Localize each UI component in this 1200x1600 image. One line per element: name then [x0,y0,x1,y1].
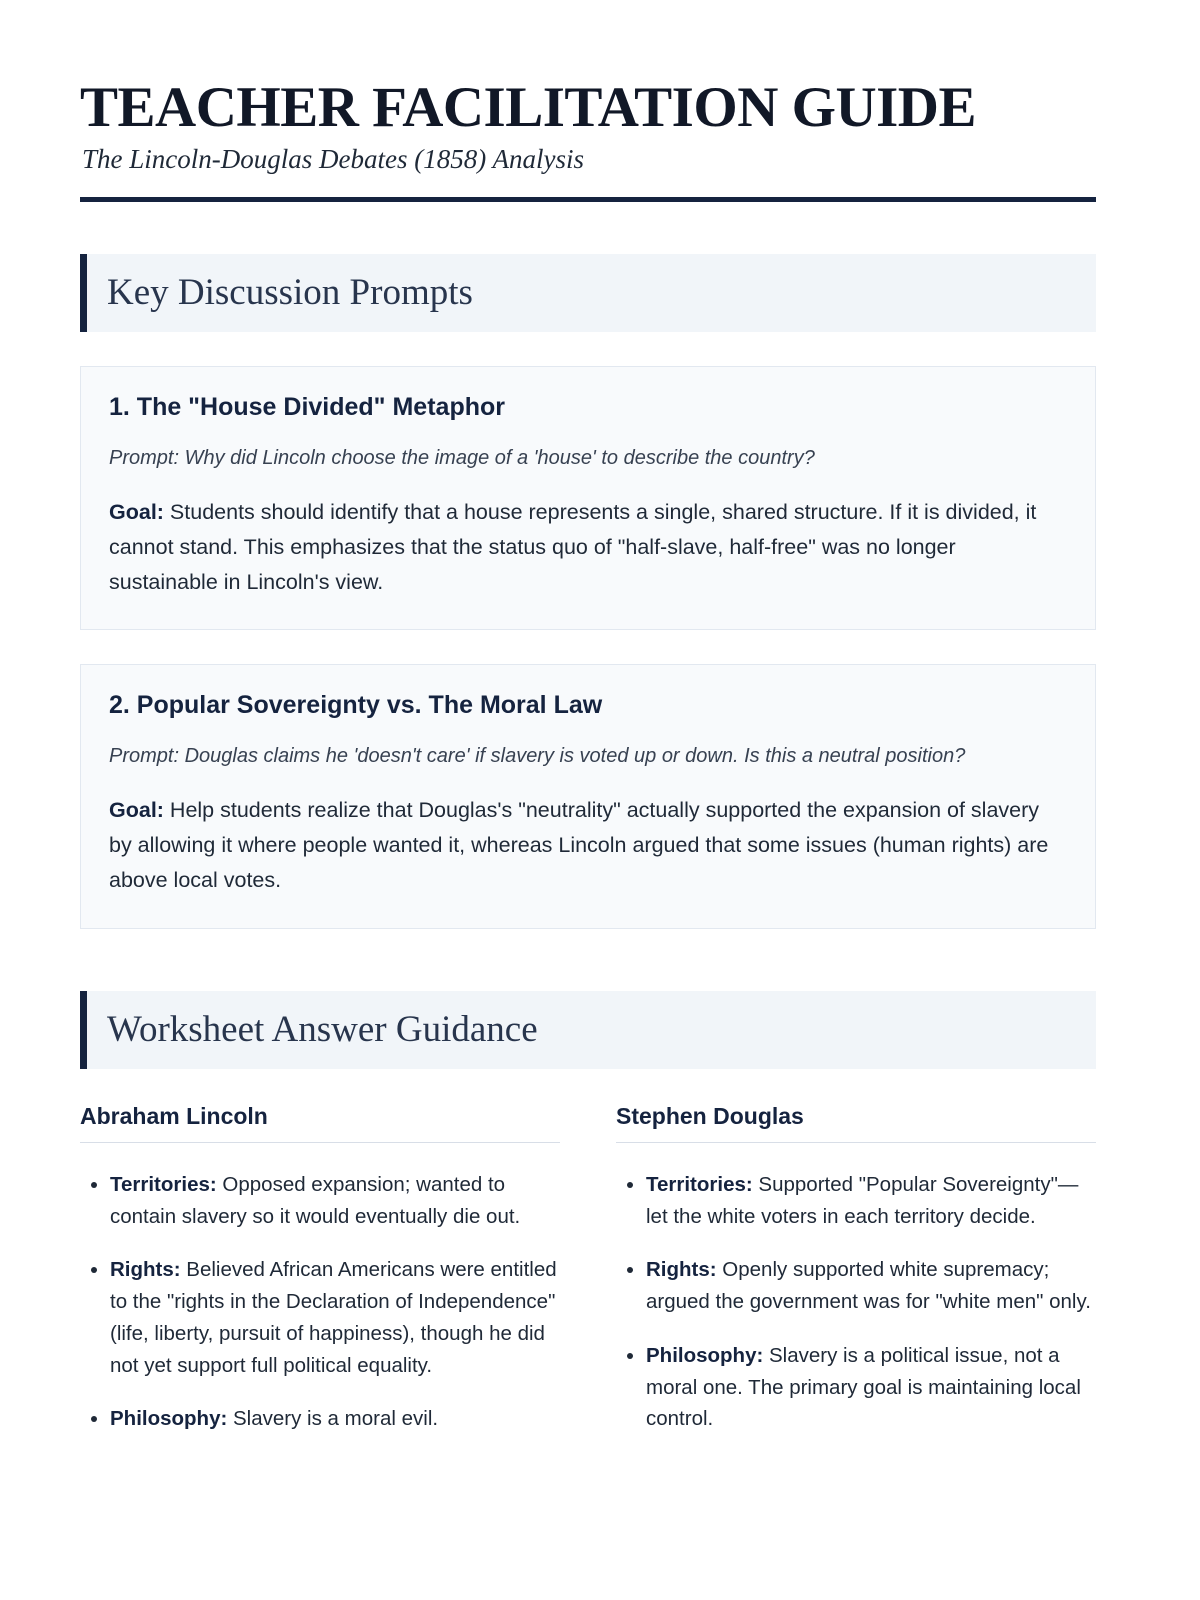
point-label: Philosophy: [110,1407,228,1431]
section-spacer [80,963,1096,991]
section-title: Worksheet Answer Guidance [107,1009,538,1051]
section-title: Key Discussion Prompts [107,272,473,314]
column-douglas [616,1103,1096,1457]
prompt-goal [109,793,1067,897]
list-item [110,1254,560,1381]
point-text: Slavery is a political issue, not a moral one. The primary goal is maintaining local control. [646,1343,1081,1431]
column-divider [80,1142,560,1143]
point-label: Philosophy: [646,1343,764,1367]
prompt-heading: 1. The "House Divided" Metaphor [109,392,505,421]
column-heading: Stephen Douglas [616,1102,804,1129]
goal-text: Students should identify that a house represents a single, shared structure. If it is divided, it cannot stand. This emphasizes that the status quo of "half-slave, half-free" was no longer sustainable in Lincoln's view. [109,499,1037,594]
header-divider [80,197,1096,202]
prompt-heading: 2. Popular Sovereignty vs. The Moral Law [109,691,603,720]
point-text: Supported "Popular Sovereignty"—let the white voters in each territory decide. [646,1172,1079,1228]
point-label: Rights: [646,1258,717,1282]
point-text: Believed African Americans were entitled to the "rights in the Declaration of Independence" (life, liberty, pursuit of happiness), though he did not yet support full political equality. [110,1258,557,1377]
prompt-question: Prompt: Douglas claims he 'doesn't care' if slavery is voted up or down. Is this a neutral position? [109,745,966,768]
point-label: Territories: [646,1172,753,1196]
point-label: Rights: [110,1258,181,1282]
section-header-key-discussion-prompts [80,254,1096,332]
section-accent-bar [80,254,87,332]
goal-label: Goal: [109,499,164,524]
lincoln-points-list [80,1169,560,1435]
list-item [646,1254,1096,1318]
point-text: Slavery is a moral evil. [227,1407,439,1431]
goal-text: Help students realize that Douglas's "neutrality" actually supported the expansion of slavery by allowing it where people wanted it, whereas Lincoln argued that some issues (human rights) are above local votes. [109,798,1049,892]
section-header-worksheet-answer-guidance [80,991,1096,1069]
section-accent-bar [80,991,87,1069]
guidance-columns [80,1103,1096,1457]
douglas-points-list [616,1169,1096,1435]
goal-label: Goal: [109,798,164,823]
prompt-card [80,366,1096,630]
point-text: Openly supported white supremacy; argued the government was for "white men" only. [646,1258,1091,1314]
column-divider [616,1142,1096,1143]
list-item [646,1169,1096,1233]
prompt-card [80,664,1096,928]
point-label: Territories: [110,1172,217,1196]
page-title: TEACHER FACILITATION GUIDE [80,76,976,139]
list-item [646,1340,1096,1435]
prompt-goal [109,495,1067,599]
column-heading: Abraham Lincoln [80,1102,268,1129]
list-item [110,1169,560,1233]
list-item [110,1403,560,1435]
point-text: Opposed expansion; wanted to contain slavery so it would eventually die out. [110,1172,521,1228]
column-lincoln [80,1103,560,1457]
page-subtitle: The Lincoln-Douglas Debates (1858) Analysis [82,143,584,174]
prompt-question: Prompt: Why did Lincoln choose the image of a 'house' to describe the country? [109,446,815,469]
